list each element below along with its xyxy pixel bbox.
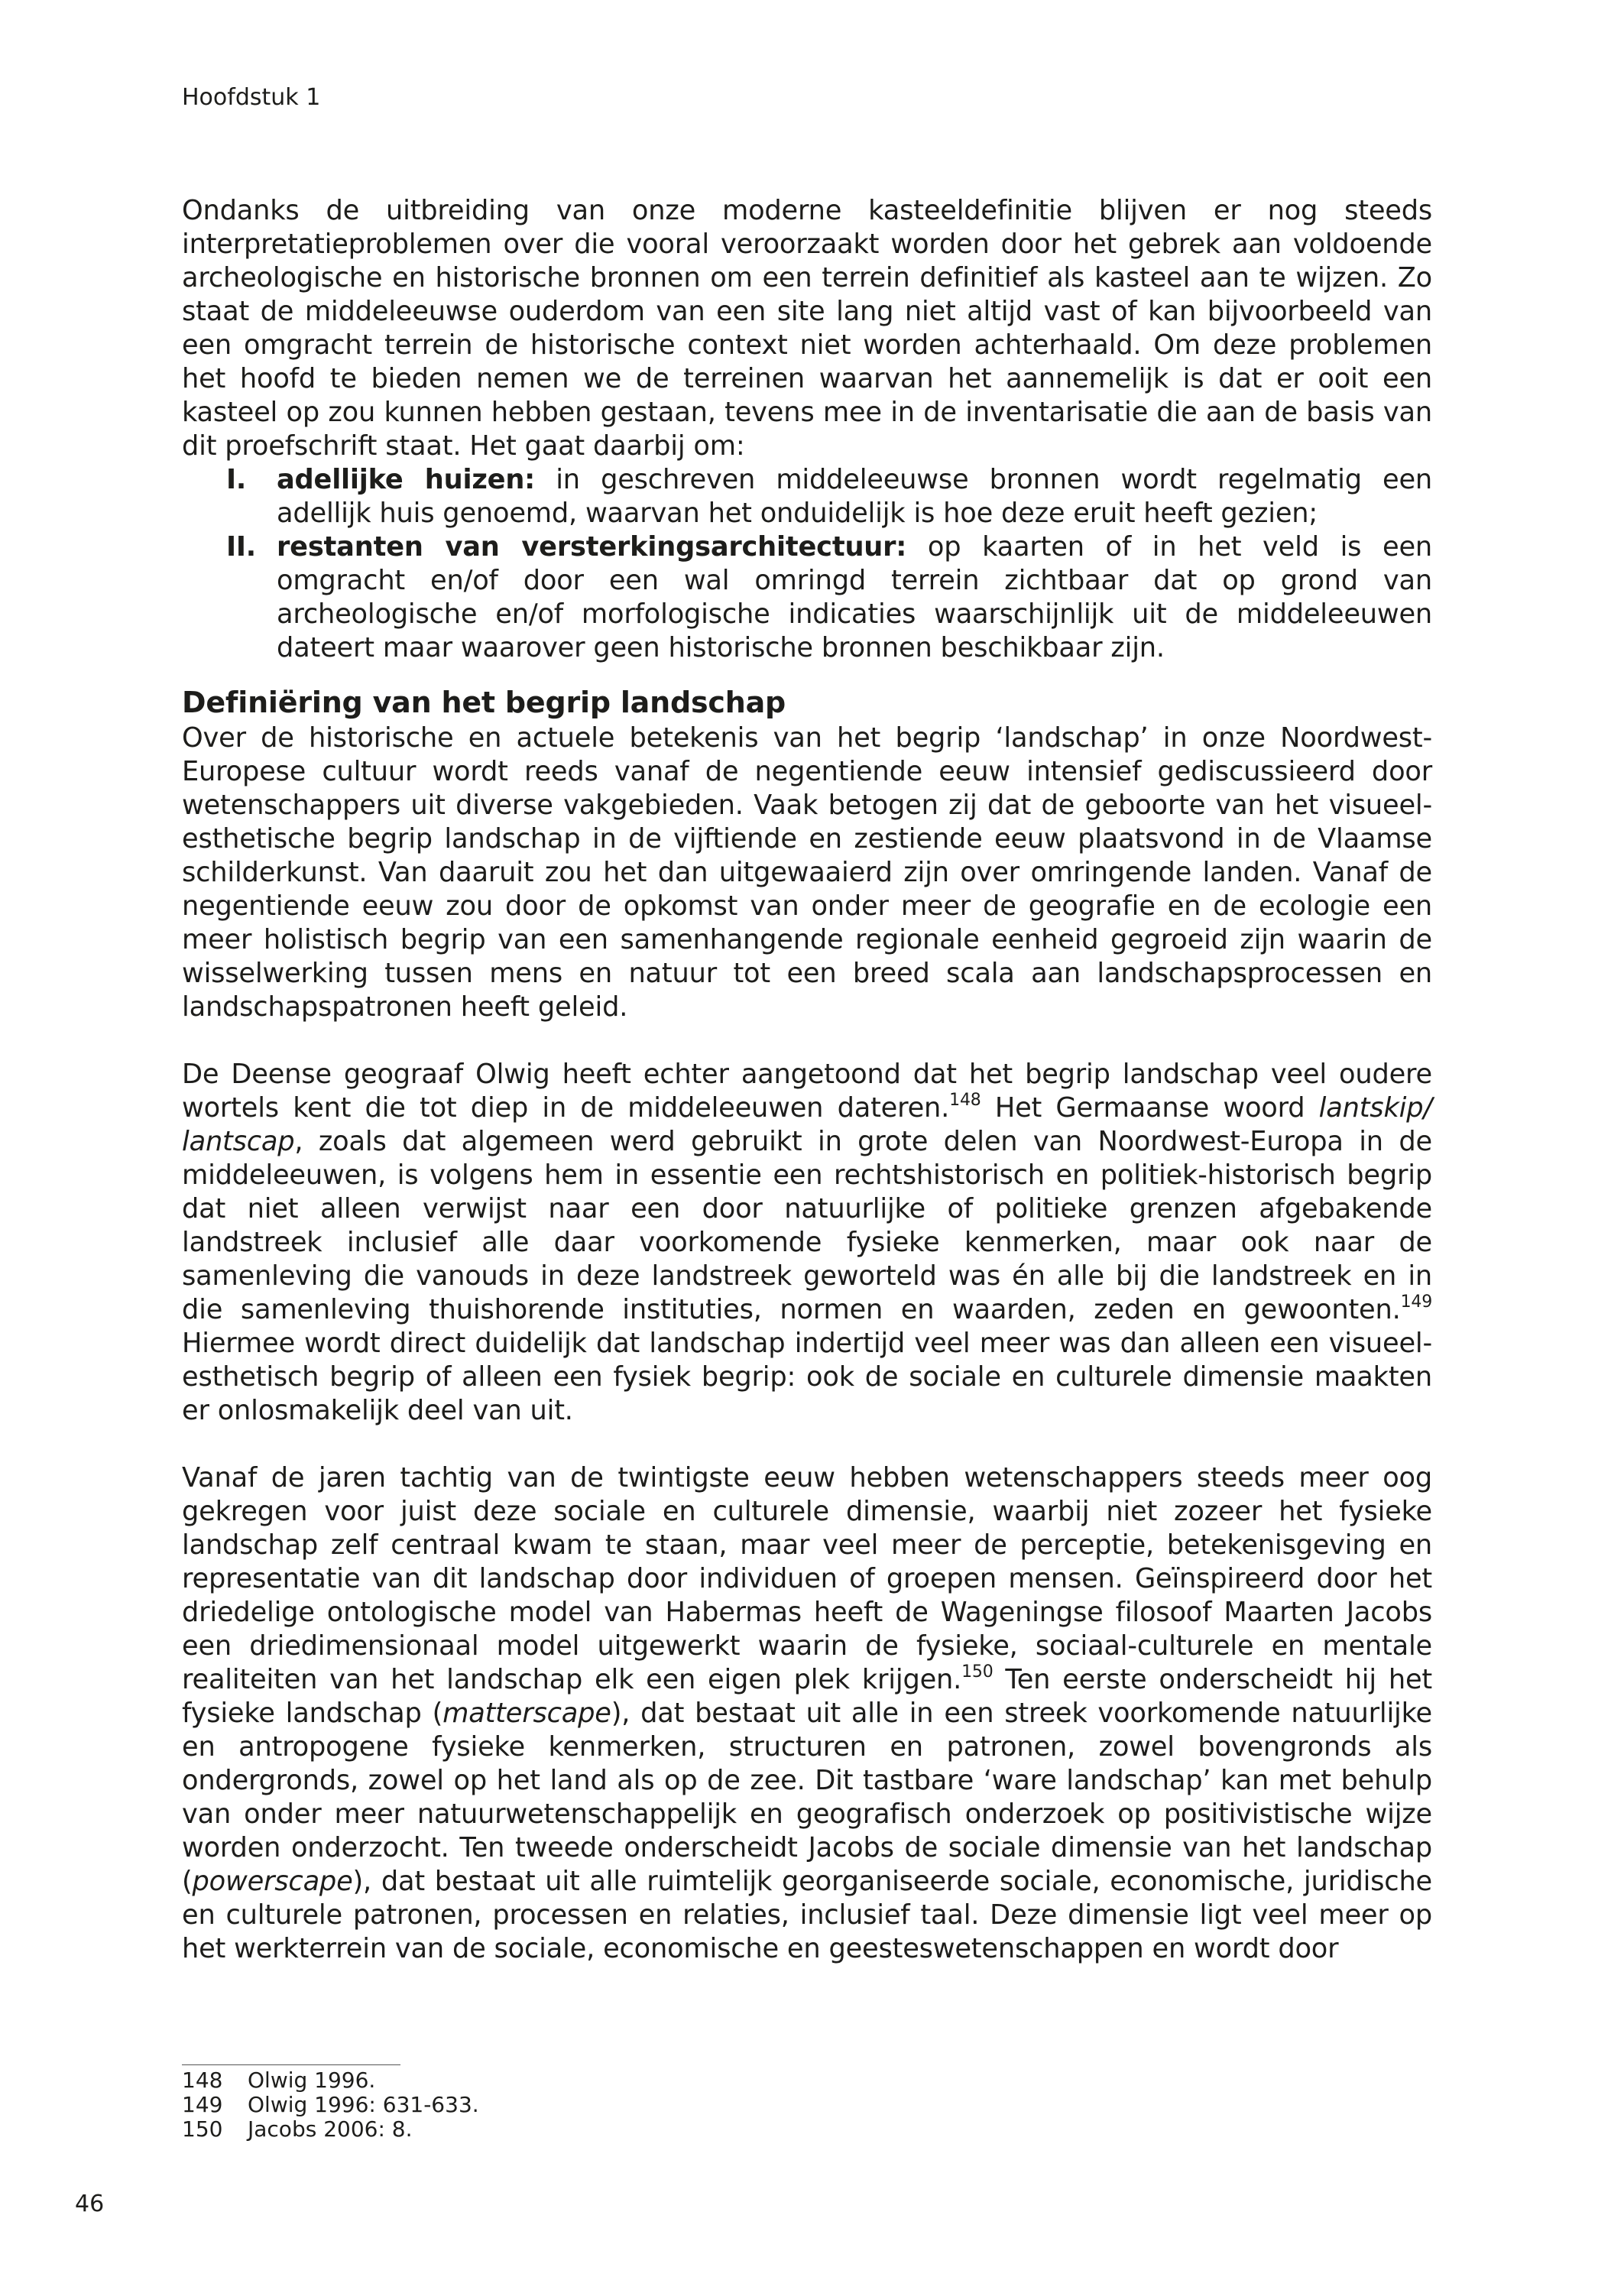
footnote-ref[interactable]: 150 bbox=[961, 1662, 994, 1682]
text-run: Het Germaanse woord bbox=[981, 1092, 1319, 1124]
footnote bbox=[182, 2068, 946, 2093]
text-run: Ten eerste onderscheidt hij het fysieke landschap ( bbox=[182, 1664, 1432, 1729]
section-heading: Definiëring van het begrip landschap bbox=[182, 686, 786, 719]
footnote-number: 150 bbox=[182, 2116, 223, 2142]
footnote-divider bbox=[182, 2064, 400, 2065]
text-run: , zoals dat algemeen werd gebruikt in grote delen van Noordwest-Europa in de middeleeuwen, is volgens hem in essentie een rechtshistorisch en politiek-historisch begrip dat niet alleen verwijst naar een door natuurlijke of politieke grenzen afgebakende landstreek inclusief alle daar voorkomende fysieke kenmerken, maar ook naar de samenleving die vanouds in deze landstreek geworteld was én alle bij die landstreek en in die samenleving thuishorende instituties, normen en waarden, zeden en gewoonten. bbox=[182, 1126, 1432, 1325]
term-italic: lantskip/ lantscap bbox=[182, 1092, 1432, 1157]
paragraph-1: Over de historische en actuele betekenis van het begrip ‘landschap’ in onze Noordwest-Europese cultuur wordt reeds vanaf de negentiende eeuw intensief gediscussieerd door wetenschappers uit diverse vakgebieden. Vaak betogen zij dat de geboorte van het visueel-esthetische begrip landschap in de vijftiende en zestiende eeuw plaatsvond in de Vlaamse schilderkunst. Van daaruit zou het dan uitgewaaierd zijn over omringende landen. Vanaf de negentiende eeuw zou door de opkomst van onder meer de geografie en de ecologie een meer holistisch begrip van een samenhangende regionale eenheid gegroeid zijn waarin de wisselwerking tussen mens en natuur tot een breed scala aan landschapsprocessen en landschapspatronen heeft geleid. bbox=[182, 722, 1432, 1023]
text-run: ), dat bestaat uit alle ruimtelijk georganiseerde sociale, economische, juridische en culturele patronen, processen en relaties, inclusief taal. Deze dimensie ligt veel meer op het werkterrein van de sociale, economische en geesteswetenschappen en wordt door bbox=[182, 1866, 1432, 1964]
footnote-number: 148 bbox=[182, 2068, 223, 2093]
paragraph-3 bbox=[182, 1461, 1432, 1966]
main-text bbox=[182, 194, 1432, 1966]
list-item-number: I. bbox=[226, 464, 247, 495]
list-item-number: II. bbox=[226, 531, 256, 563]
footnote-text: Olwig 1996. bbox=[248, 2068, 376, 2093]
footnote bbox=[182, 2093, 946, 2117]
footnotes bbox=[182, 2068, 946, 2142]
definition-list bbox=[182, 463, 1432, 665]
text-run: De Deense geograaf Olwig heeft echter aangetoond dat het begrip landschap veel oudere wortels kent die tot diep in de middeleeuwen dateren. bbox=[182, 1059, 1432, 1124]
list-item-text: op kaarten of in het veld is een omgracht en/of door een wal omringd terrein zichtbaar dat op grond van archeologische en/of morfologische indicaties waarschijnlijk uit de middeleeuwen dateert maar waarover geen historische bronnen beschikbaar zijn. bbox=[277, 531, 1432, 663]
list-item-term: restanten van versterkingsarchitectuur: bbox=[277, 531, 907, 563]
intro-paragraph: Ondanks de uitbreiding van onze moderne kasteeldefinitie blijven er nog steeds interpretatieproblemen over die vooral veroorzaakt worden door het gebrek aan voldoende archeologische en historische bronnen om een terrein definitief als kasteel aan te wijzen. Zo staat de middeleeuwse ouderdom van een site lang niet altijd vast of kan bijvoorbeeld van een omgracht terrein de historische context niet worden achterhaald. Om deze problemen het hoofd te bieden nemen we de terreinen waarvan het aannemelijk is dat er ooit een kasteel op zou kunnen hebben gestaan, tevens mee in de inventarisatie die aan de basis van dit proefschrift staat. Het gaat daarbij om: bbox=[182, 195, 1432, 462]
term-italic: powerscape bbox=[192, 1866, 353, 1897]
footnote-text: Jacobs 2006: 8. bbox=[248, 2116, 413, 2142]
footnote bbox=[182, 2117, 946, 2142]
text-run: Vanaf de jaren tachtig van de twintigste eeuw hebben wetenschappers steeds meer oog gekregen voor juist deze sociale en culturele dimensie, waarbij niet zozeer het fysieke landschap zelf centraal kwam te staan, maar veel meer de perceptie, betekenisgeving en representatie van dit landschap door individuen of groepen mensen. Geïnspireerd door het driedelige ontologische model van Habermas heeft de Wageningse filosoof Maarten Jacobs een driedimensionaal model uitgewerkt waarin de fysieke, sociaal-culturele en mentale realiteiten van het landschap elk een eigen plek krijgen. bbox=[182, 1462, 1432, 1695]
footnote-number: 149 bbox=[182, 2092, 223, 2117]
footnote-ref[interactable]: 148 bbox=[949, 1091, 981, 1111]
footnote-text: Olwig 1996: 631-633. bbox=[248, 2092, 479, 2117]
paragraph-2 bbox=[182, 1058, 1432, 1428]
list-item-text: in geschreven middeleeuwse bronnen wordt regelmatig een adellijk huis genoemd, waarvan het onduidelijk is hoe deze eruit heeft gezien; bbox=[277, 464, 1433, 529]
text-run: Hiermee wordt direct duidelijk dat landschap indertijd veel meer was dan alleen een visueel-esthetisch begrip of alleen een fysiek begrip: ook de sociale en culturele dimensie maakten er onlosmakelijk deel van uit. bbox=[182, 1328, 1432, 1426]
list-item-term: adellijke huizen: bbox=[277, 464, 536, 495]
running-head: Hoofdstuk 1 bbox=[182, 84, 321, 111]
text-run: ), dat bestaat uit alle in een streek voorkomende natuurlijke en antropogene fysieke kenmerken, structuren en patronen, zowel bovengronds als ondergronds, zowel op het land als op de zee. Dit tastbare ‘ware landschap’ kan met behulp van onder meer natuurwetenschappelijk en geografisch onderzoek op positivistische wijze worden onderzocht. Ten tweede onderscheidt Jacobs de sociale dimensie van het landschap ( bbox=[182, 1698, 1432, 1897]
footnote-ref[interactable]: 149 bbox=[1400, 1292, 1432, 1312]
page-number: 46 bbox=[75, 2191, 105, 2217]
term-italic: matterscape bbox=[442, 1698, 611, 1729]
list-item bbox=[182, 530, 1432, 665]
list-item bbox=[182, 463, 1432, 530]
